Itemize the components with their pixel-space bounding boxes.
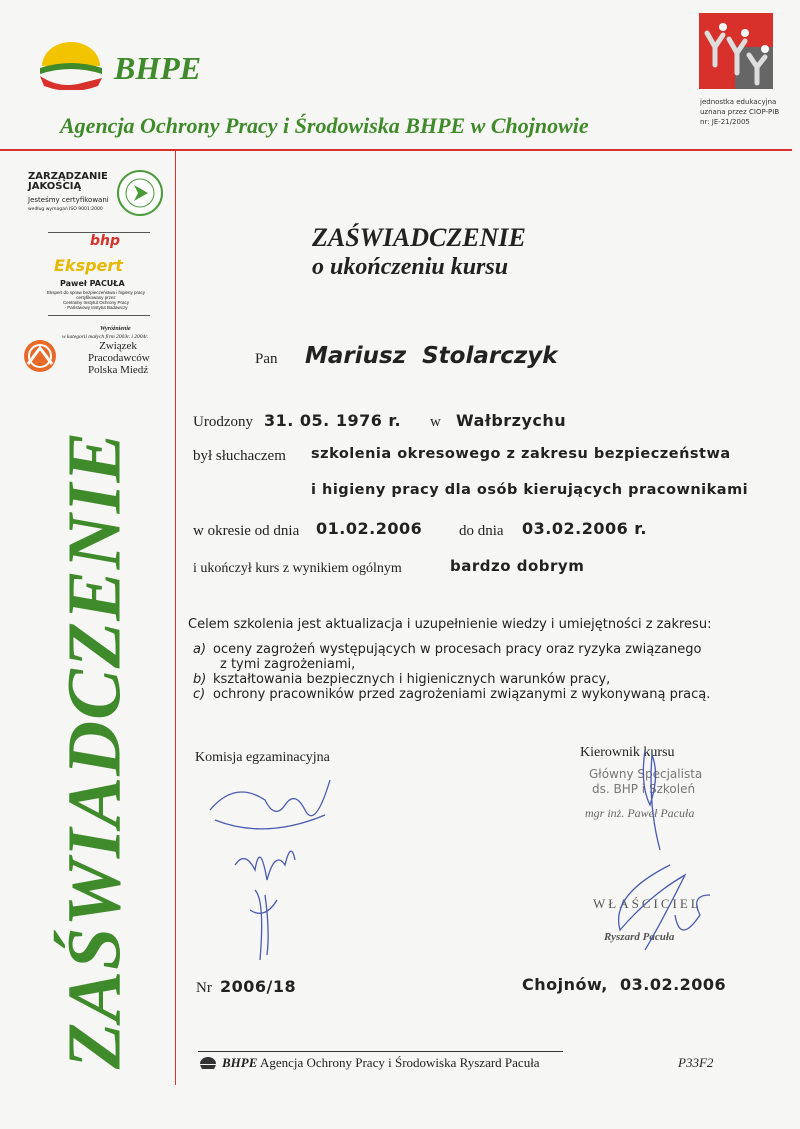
owner-name: Ryszard Pacuła: [604, 931, 675, 943]
award-org: [88, 340, 148, 376]
period-from: 01.02.2006: [316, 519, 423, 538]
goal-text: z tymi zagrożeniami,: [220, 657, 356, 672]
period-from-label: w okresie od dnia: [193, 523, 300, 539]
owner-label: WŁAŚCICIEL: [593, 896, 702, 911]
place-date: Chojnów, 03.02.2006: [522, 975, 727, 994]
brand-name: BHPE: [114, 50, 202, 86]
goal-marker: b): [193, 672, 207, 687]
agency-title: Agencja Ochrony Pracy i Środowiska BHPE w Chojnowie: [60, 113, 589, 138]
recipient-name: Mariusz Stolarczyk: [305, 343, 558, 369]
sidebar-rule: [48, 315, 150, 316]
period-to: 03.02.2006 r.: [522, 519, 647, 538]
goal-text: ochrony pracowników przed zagrożeniami związanymi z wykonywaną pracą.: [213, 687, 711, 702]
manager-label: Kierownik kursu: [580, 745, 675, 760]
vertical-title: ZAŚWIADCZENIE: [52, 430, 137, 1070]
result-value: bardzo dobrym: [450, 557, 585, 575]
document-code: P33F2: [678, 1055, 714, 1070]
ciop-note-line: jednostka edukacyjna: [700, 98, 777, 106]
period-to-label: do dnia: [459, 523, 504, 539]
manager-title-2: ds. BHP i Szkoleń: [592, 782, 696, 796]
ciop-note-line: uznana przez CIOP-PIB: [700, 108, 780, 116]
ekspert-name: Paweł PACUŁA: [60, 279, 125, 288]
nr-label: Nr: [196, 980, 212, 996]
manager-signatures-icon: [590, 745, 720, 955]
polska-miedz-logo-icon: [22, 338, 58, 374]
goal-list: [193, 641, 710, 704]
ciop-note: [700, 97, 779, 127]
ekspert-desc-line: Ekspert do spraw bezpieczeństwa i higieny pracy: [46, 290, 146, 295]
award-org-line: Pracodawców: [88, 352, 150, 364]
listener-label: był słuchaczem: [193, 448, 286, 464]
header-divider: [0, 149, 792, 151]
quality-iso: według wymagań ISO 9001:2000: [28, 207, 103, 212]
goal-text: oceny zagrożeń występujących w procesach pracy oraz ryzyka związanego: [213, 642, 702, 657]
born-in-label: w: [430, 414, 441, 430]
award-org-line: Związek: [99, 340, 137, 352]
footer-rule: [198, 1051, 563, 1052]
footer-brand: BHPE: [222, 1055, 258, 1070]
salutation: Pan: [255, 351, 278, 367]
iso-seal-icon: [116, 169, 164, 217]
ekspert-desc: [32, 290, 160, 310]
ekspert-bhp: bhp: [90, 233, 121, 249]
award-title: Wyróżnienie: [100, 326, 131, 332]
goal-text: kształtowania bezpiecznych i higienicznych warunków pracy,: [213, 672, 611, 687]
certificate-title: ZAŚWIADCZENIE: [312, 223, 526, 252]
commission-label: Komisja egzaminacyjna: [195, 750, 330, 765]
footer-text: [222, 1055, 540, 1071]
goal-marker: c): [193, 687, 206, 702]
award-org-line: Polska Miedź: [88, 364, 149, 376]
result-label: i ukończył kurs z wynikiem ogólnym: [193, 561, 402, 576]
award-sub: w kategorii małych firm 2003r. i 2004r.: [62, 334, 149, 340]
ekspert-logo: Ekspert: [54, 256, 123, 275]
born-date: 31. 05. 1976 r.: [264, 411, 402, 430]
quality-title-line: ZARZĄDZANIE: [28, 171, 108, 182]
ekspert-desc-line: certyfikowany przez: [76, 295, 116, 300]
born-label: Urodzony: [193, 414, 253, 430]
course-line-2: i higieny pracy dla osób kierujących pracownikami: [311, 482, 749, 498]
goal-intro: Celem szkolenia jest aktualizacja i uzupełnienie wiedzy i umiejętności z zakresu:: [188, 617, 712, 632]
quality-sub: Jesteśmy certyfikowani: [28, 196, 109, 204]
ekspert-desc-line: Centralny Instytut Ochrony Pracy: [62, 300, 130, 305]
ciop-note-line: nr: JE-21/2005: [700, 118, 750, 126]
manager-title-1: Główny Specjalista: [589, 767, 703, 781]
certificate-subtitle: o ukończeniu kursu: [312, 254, 509, 280]
footer-logo-icon: [199, 1056, 217, 1070]
manager-name: mgr inż. Paweł Pacuła: [585, 806, 695, 820]
certificate-number: 2006/18: [220, 977, 297, 996]
footer-agency: Agencja Ochrony Pracy i Środowiska Ryszard Pacuła: [259, 1055, 540, 1070]
ekspert-desc-line: - Państwowy Instytut Badawczy: [64, 305, 128, 310]
quality-title-line: JAKOŚCIĄ: [28, 181, 82, 192]
course-line-1: szkolenia okresowego z zakresu bezpieczeństwa: [311, 446, 731, 462]
goal-item: [193, 686, 710, 704]
bhpe-logo-icon: [38, 38, 104, 90]
ciop-logo-icon: [699, 13, 773, 89]
quality-title: [28, 172, 108, 192]
sidebar-divider: [175, 150, 176, 1085]
commission-signatures-icon: [205, 770, 335, 970]
goal-marker: a): [193, 642, 207, 657]
born-place: Wałbrzychu: [456, 411, 567, 430]
